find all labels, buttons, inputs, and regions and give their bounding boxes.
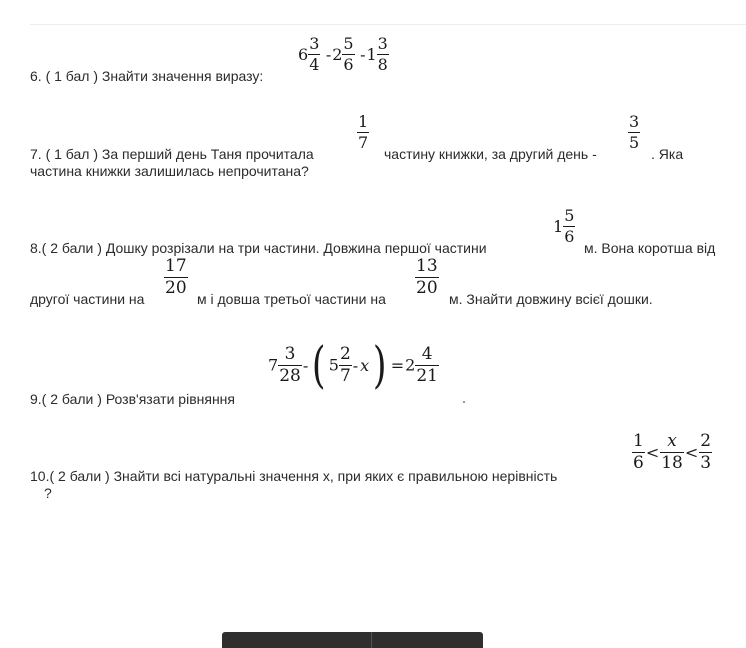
q10-f3-den: 3 xyxy=(700,453,712,473)
top-divider xyxy=(30,24,746,25)
q7-frac2-num: 3 xyxy=(629,112,640,131)
q6-a-den: 4 xyxy=(309,55,320,74)
q7-frac1-num: 1 xyxy=(358,112,369,131)
q8-text-part4: м і довша третьої частини на xyxy=(197,291,386,307)
q9-op1: - xyxy=(302,355,309,375)
q6-c-num: 3 xyxy=(377,34,388,53)
q8-mixed-whole: 1 xyxy=(553,217,564,236)
q6-op1: - xyxy=(325,45,332,64)
q6-a-num: 3 xyxy=(309,34,320,53)
left-paren: ( xyxy=(312,336,326,394)
right-paren: ) xyxy=(373,336,387,394)
q9-c-whole: 2 xyxy=(405,355,416,375)
q6-c-den: 8 xyxy=(377,55,388,74)
q9-a-whole: 7 xyxy=(268,355,279,375)
q7-fraction-1 xyxy=(357,114,369,151)
q10-f1-den: 6 xyxy=(633,453,644,473)
q7-text-part3: . Яка xyxy=(651,146,684,162)
q10-text-line2: ? xyxy=(44,485,52,501)
stray-dot xyxy=(463,401,465,403)
q10-text: 10.( 2 бали ) Знайти всі натуральні значення х, при яких є правильною нерівність xyxy=(30,468,558,484)
q9-a-den: 28 xyxy=(279,365,301,386)
q6-b-den: 6 xyxy=(343,55,354,74)
q10-f2-den: 18 xyxy=(661,453,683,473)
q6-expression xyxy=(298,36,389,73)
q9-a-num: 3 xyxy=(278,346,302,366)
q10-f1-num: 1 xyxy=(633,431,644,451)
q6-a-whole: 6 xyxy=(298,45,309,64)
q9-c-den: 21 xyxy=(416,365,438,386)
q7-frac1-den: 7 xyxy=(358,133,369,152)
q8-fraction-1 xyxy=(164,258,188,297)
q6-a-frac xyxy=(308,36,320,73)
q10-lt2: < xyxy=(684,443,699,462)
q7-frac2-den: 5 xyxy=(629,133,640,152)
q6-text: 6. ( 1 бал ) Знайти значення виразу: xyxy=(30,68,264,84)
q6-b-num: 5 xyxy=(343,34,354,53)
q9-text: 9.( 2 бали ) Розв'язати рівняння xyxy=(30,391,235,407)
q8-frac1-den: 20 xyxy=(165,278,187,298)
q8-text-part5: м. Знайти довжину всієї дошки. xyxy=(449,291,653,307)
q8-frac2-den: 20 xyxy=(416,278,438,298)
q8-text-part2: м. Вона коротша від xyxy=(584,240,716,256)
q9-equation xyxy=(268,336,439,394)
q7-text-line2: частина книжки залишилась непрочитана? xyxy=(30,163,309,179)
q6-b-whole: 2 xyxy=(332,45,343,64)
q9-op2: - xyxy=(352,355,359,375)
q8-mixed-number xyxy=(553,208,575,245)
q8-mixed-den: 6 xyxy=(564,227,575,246)
q10-f2-num: x xyxy=(660,433,684,453)
q9-b-num: 2 xyxy=(339,343,351,364)
q7-text-part1: 7. ( 1 бал ) За перший день Таня прочитала xyxy=(30,146,314,162)
q6-c-whole: 1 xyxy=(366,45,377,64)
bottom-toolbar[interactable] xyxy=(222,632,483,648)
q6-b-frac xyxy=(342,36,354,73)
q9-c-num: 4 xyxy=(415,346,439,366)
q8-mixed-num: 5 xyxy=(564,206,575,225)
q9-eq-sign: = xyxy=(390,355,405,375)
q8-frac2-num: 13 xyxy=(416,256,438,276)
q9-var: x xyxy=(360,355,370,375)
q9-b-den: 7 xyxy=(339,365,351,386)
q7-fraction-2 xyxy=(628,114,640,151)
q10-inequality xyxy=(632,433,712,472)
q8-fraction-2 xyxy=(415,258,439,297)
q9-b-whole: 5 xyxy=(328,355,339,375)
q8-text-part1: 8.( 2 бали ) Дошку розрізали на три частини. Довжина першої частини xyxy=(30,240,487,256)
q10-f3-num: 2 xyxy=(700,431,712,451)
q8-frac1-num: 17 xyxy=(165,256,187,276)
toolbar-separator xyxy=(371,632,372,648)
q10-lt1: < xyxy=(645,443,660,462)
q6-c-frac xyxy=(377,36,389,73)
q6-op2: - xyxy=(360,45,366,64)
q7-text-part2: частину книжки, за другий день - xyxy=(384,146,597,162)
q8-text-part3: другої частини на xyxy=(30,291,145,307)
